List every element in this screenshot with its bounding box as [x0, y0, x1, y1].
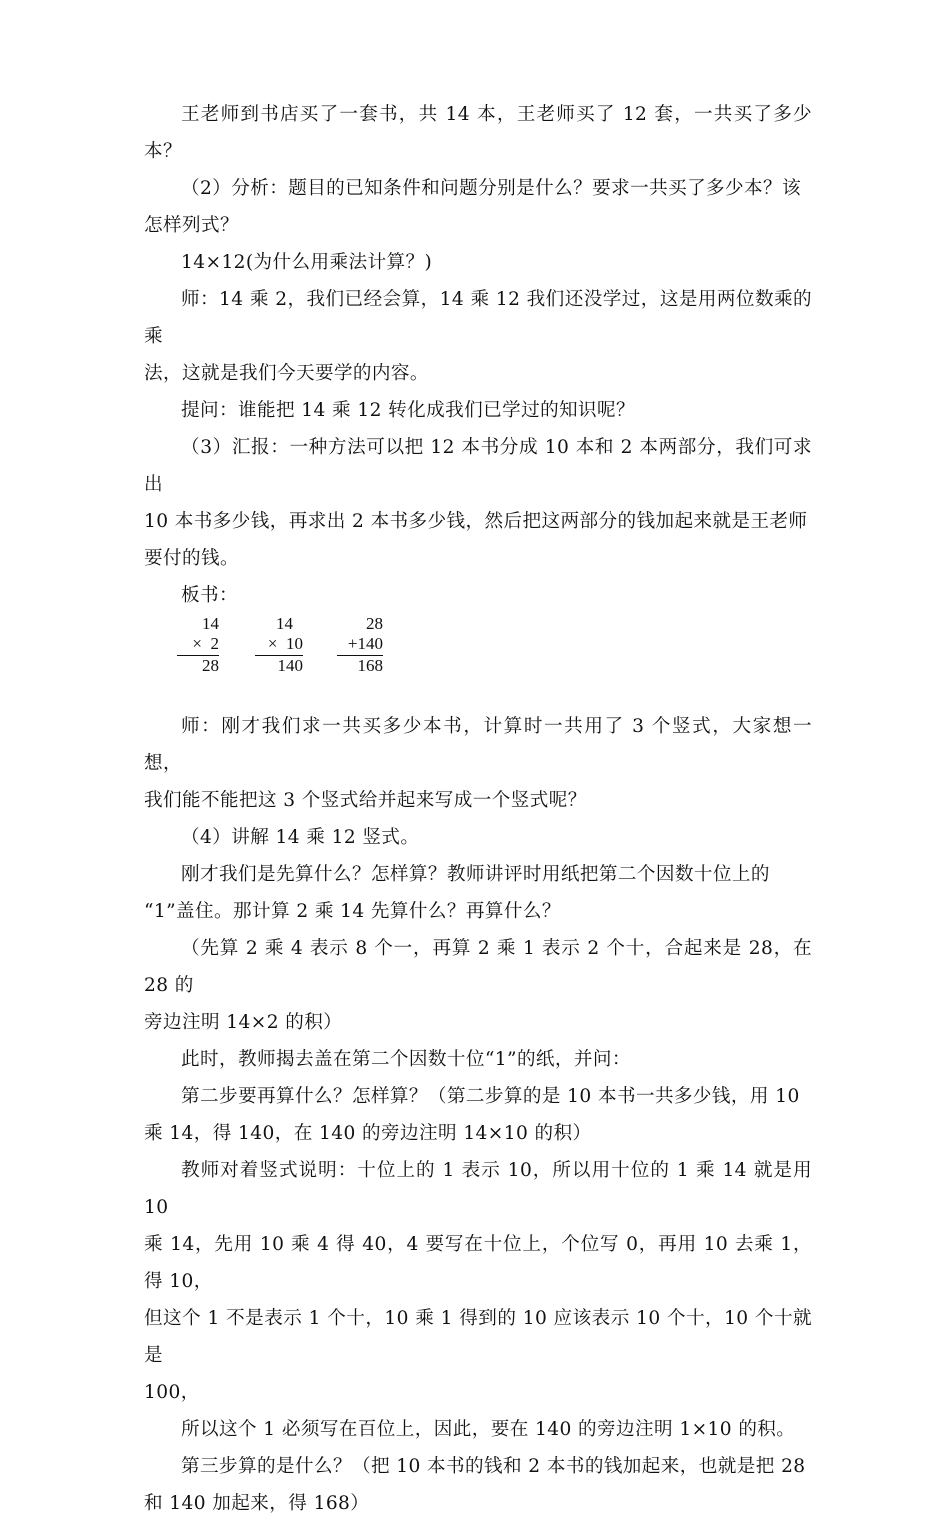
calc-result: 28: [202, 656, 219, 675]
text-line: （2）分析：题目的已知条件和问题分别是什么？要求一共买了多少本？该: [181, 178, 802, 199]
paragraph-second-step: [144, 1078, 812, 1152]
paragraph-third-step: [144, 1448, 812, 1522]
calc-operand: 10: [286, 634, 303, 653]
text-line: 此时，教师揭去盖在第二个因数十位“1”的纸，并问：: [181, 1049, 631, 1070]
paragraph-hundreds-place: [144, 1411, 812, 1448]
calc-operand: 140: [357, 634, 383, 653]
text-line: 第二步要再算什么？怎样算？（第二步算的是 10 本书一共多少钱，用 10: [181, 1086, 800, 1107]
calc-result: 140: [277, 656, 303, 675]
text-line: 刚才我们是先算什么？怎样算？教师讲评时用纸把第二个因数十位上的: [181, 864, 770, 885]
text-line: 教师对着竖式说明：十位上的 1 表示 10，所以用十位的 1 乘 14 就是用 10: [144, 1160, 812, 1218]
text-line: 乘 14，先用 10 乘 4 得 40，4 要写在十位上，个位写 0，再用 10 去乘 1，得 10，: [144, 1234, 812, 1292]
paragraph-explain-heading: [144, 819, 812, 856]
paragraph-problem: [144, 96, 812, 170]
text-line: 和 140 加起来，得 168）: [144, 1493, 370, 1514]
paragraph-first-step-answer: [144, 930, 812, 1041]
paragraph-question: [144, 392, 812, 429]
text-line: （4）讲解 14 乘 12 竖式。: [181, 827, 420, 848]
text-line: 法，这就是我们今天要学的内容。: [144, 363, 429, 384]
text-line: 要付的钱。: [144, 548, 239, 569]
calc-operand-row: [177, 634, 219, 654]
vertical-calc-3: [337, 614, 383, 676]
calc-top: 28: [366, 614, 383, 633]
text-line: 100，: [144, 1382, 200, 1403]
vertical-calc-1: [177, 614, 219, 676]
paragraph-teacher-intro: [144, 281, 812, 392]
text-line: “1”盖住。那计算 2 乘 14 先算什么？再算什么？: [144, 901, 561, 922]
text-line: 第三步算的是什么？（把 10 本书的钱和 2 本书的钱加起来，也就是把 28: [181, 1456, 806, 1477]
paragraph-report: [144, 429, 812, 577]
text-line: 怎样列式？: [144, 215, 239, 236]
calc-operator: ×: [192, 634, 202, 653]
text-line: 师：刚才我们求一共买多少本书，计算时一共用了 3 个竖式，大家想一想，: [144, 716, 812, 774]
text-line: （先算 2 乘 4 表示 8 个一，再算 2 乘 1 表示 2 个十，合起来是 28，在 28 的: [144, 938, 812, 996]
calc-result: 168: [357, 656, 383, 675]
paragraph-combine-question: [144, 708, 812, 819]
text-line: 王老师到书店买了一套书，共 14 本，王老师买了 12 套，一共买了多少本？: [144, 104, 812, 162]
calc-top: 14: [202, 614, 219, 633]
calc-top: 14: [276, 614, 293, 633]
paragraph-analysis: [144, 170, 812, 244]
text-line: 师：14 乘 2，我们已经会算，14 乘 12 我们还没学过，这是用两位数乘的乘: [144, 289, 812, 347]
text-line: 14×12(为什么用乘法计算？): [181, 252, 433, 273]
calc-operand-row: [337, 634, 383, 654]
paragraph-first-step: [144, 856, 812, 930]
board-calculations: [144, 614, 812, 696]
calc-operand: 2: [210, 634, 219, 653]
text-line: 提问：谁能把 14 乘 12 转化成我们已学过的知识呢？: [181, 400, 636, 421]
text-line: 板书：: [181, 585, 238, 606]
text-line: 旁边注明 14×2 的积）: [144, 1012, 343, 1033]
calc-operator: ×: [267, 634, 278, 653]
document-page: [144, 96, 812, 1522]
paragraph-teacher-explanation: [144, 1152, 812, 1411]
calc-operator: +: [347, 634, 358, 653]
paragraph-board-label: [144, 577, 812, 614]
text-line: 我们能不能把这 3 个竖式给并起来写成一个竖式呢？: [144, 790, 587, 811]
text-line: （3）汇报：一种方法可以把 12 本书分成 10 本和 2 本两部分，我们可求出: [144, 437, 812, 495]
vertical-calc-2: [255, 614, 303, 676]
calc-operand-row: [255, 634, 303, 654]
paragraph-reveal: [144, 1041, 812, 1078]
text-line: 乘 14，得 140，在 140 的旁边注明 14×10 的积）: [144, 1123, 592, 1144]
text-line: 但这个 1 不是表示 1 个十，10 乘 1 得到的 10 应该表示 10 个十，10 个十就是: [144, 1308, 812, 1366]
text-line: 10 本书多少钱，再求出 2 本书多少钱，然后把这两部分的钱加起来就是王老师: [144, 511, 808, 532]
text-line: 所以这个 1 必须写在百位上，因此，要在 140 的旁边注明 1×10 的积。: [181, 1419, 796, 1440]
paragraph-expression: [144, 244, 812, 281]
